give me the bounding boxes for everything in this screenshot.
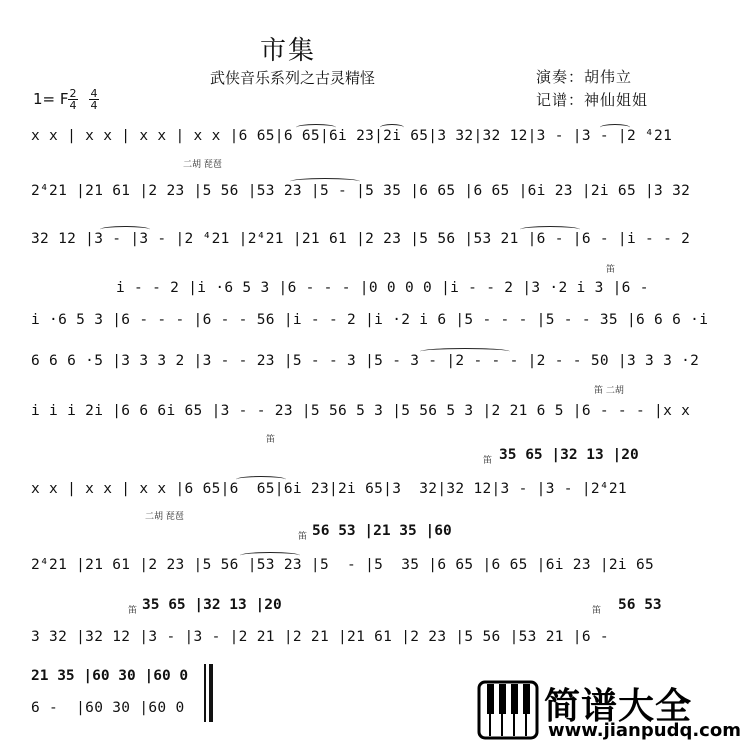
logo-url[interactable]: www.jianpudq.com <box>548 720 741 741</box>
score-line-4: i - - 2 |i ·6 5 3 |6 - - - |0 0 0 0 |i - - 2 |3 ·2 i 3 |6 - <box>116 280 649 296</box>
slur-mark <box>520 226 580 233</box>
slur-mark <box>296 124 336 131</box>
end-barline-thick <box>209 664 213 722</box>
time-sig-2-num: 4 <box>90 87 98 100</box>
instrument-note: 笛 二胡 <box>594 386 624 396</box>
slur-mark <box>380 124 404 131</box>
subtitle: 武侠音乐系列之古灵精怪 <box>210 69 376 87</box>
score-line-8: 35 65 |32 13 |20 <box>499 447 639 463</box>
score-line-5: i ·6 5 3 |6 - - - |6 - - 56 |i - - 2 |i ·2 i 6 |5 - - - |5 - - 35 |6 6 6 ·i <box>31 312 709 328</box>
instrument-note: 笛 <box>266 435 276 445</box>
score-line-16: 6 - |60 30 |60 0 <box>31 700 185 716</box>
score-line-1: x x | x x | x x | x x |6 65|6 65|6i 23|2i 65|3 32|32 12|3 - |3 - |2 ⁴21 <box>31 128 673 144</box>
score-line-2: 2⁴21 |21 61 |2 23 |5 56 |53 23 |5 - |5 35 |6 65 |6 65 |6i 23 |2i 65 |3 32 <box>31 183 691 199</box>
instrument-note: 二胡 琵琶 <box>145 512 184 522</box>
instrument-note: 笛 <box>128 606 138 616</box>
instrument-note: 二胡 琵琶 <box>183 160 222 170</box>
score-line-13: 56 53 <box>618 597 662 613</box>
time-sig-1-num: 2 <box>69 87 77 100</box>
slur-mark <box>420 348 510 355</box>
site-logo <box>478 680 741 744</box>
instrument-note: 笛 <box>298 532 308 542</box>
end-barline-thin <box>204 664 206 722</box>
logo-text: 简谱大全 <box>544 686 693 727</box>
time-sig-1-den: 4 <box>69 99 77 112</box>
time-sig-2-den: 4 <box>90 99 98 112</box>
score-line-15: 21 35 |60 30 |60 0 <box>31 668 189 684</box>
slur-mark <box>600 124 630 131</box>
score-line-12: 35 65 |32 13 |20 <box>142 597 282 613</box>
score-line-9: x x | x x | x x |6 65|6 65|6i 23|2i 65|3 32|32 12|3 - |3 - |2⁴21 <box>31 481 627 497</box>
instrument-note: 笛 <box>483 456 493 466</box>
score-line-14: 3 32 |32 12 |3 - |3 - |2 21 |2 21 |21 61 |2 23 |5 56 |53 21 |6 - <box>31 629 609 645</box>
key-signature: 1= F <box>33 90 69 108</box>
time-signature-1 <box>68 88 78 111</box>
time-signature-2 <box>89 88 99 111</box>
slur-mark <box>236 476 286 483</box>
score-line-6: 6 6 6 ·5 |3 3 3 2 |3 - - 23 |5 - - 3 |5 - 3 - |2 - - - |2 - - 50 |3 3 3 ·2 <box>31 353 700 369</box>
transcriber-credit: 记谱：神仙姐姐 <box>536 91 649 109</box>
performer-credit: 演奏：胡伟立 <box>536 68 633 86</box>
slur-mark <box>290 178 360 185</box>
piano-keys-icon <box>478 680 538 740</box>
slur-mark <box>100 226 150 233</box>
score-line-3: 32 12 |3 - |3 - |2 ⁴21 |2⁴21 |21 61 |2 23 |5 56 |53 21 |6 - |6 - |i - - 2 <box>31 231 691 247</box>
score-line-11: 2⁴21 |21 61 |2 23 |5 56 |53 23 |5 - |5 35 |6 65 |6 65 |6i 23 |2i 65 <box>31 557 655 573</box>
instrument-note: 笛 <box>606 265 616 275</box>
instrument-note: 笛 <box>592 606 602 616</box>
score-line-7: i i i 2i |6 6 6i 65 |3 - - 23 |5 56 5 3 |5 56 5 3 |2 21 6 5 |6 - - - |x x <box>31 403 691 419</box>
page-title: 市集 <box>260 36 317 66</box>
slur-mark <box>240 552 300 559</box>
score-line-10: 56 53 |21 35 |60 <box>312 523 452 539</box>
